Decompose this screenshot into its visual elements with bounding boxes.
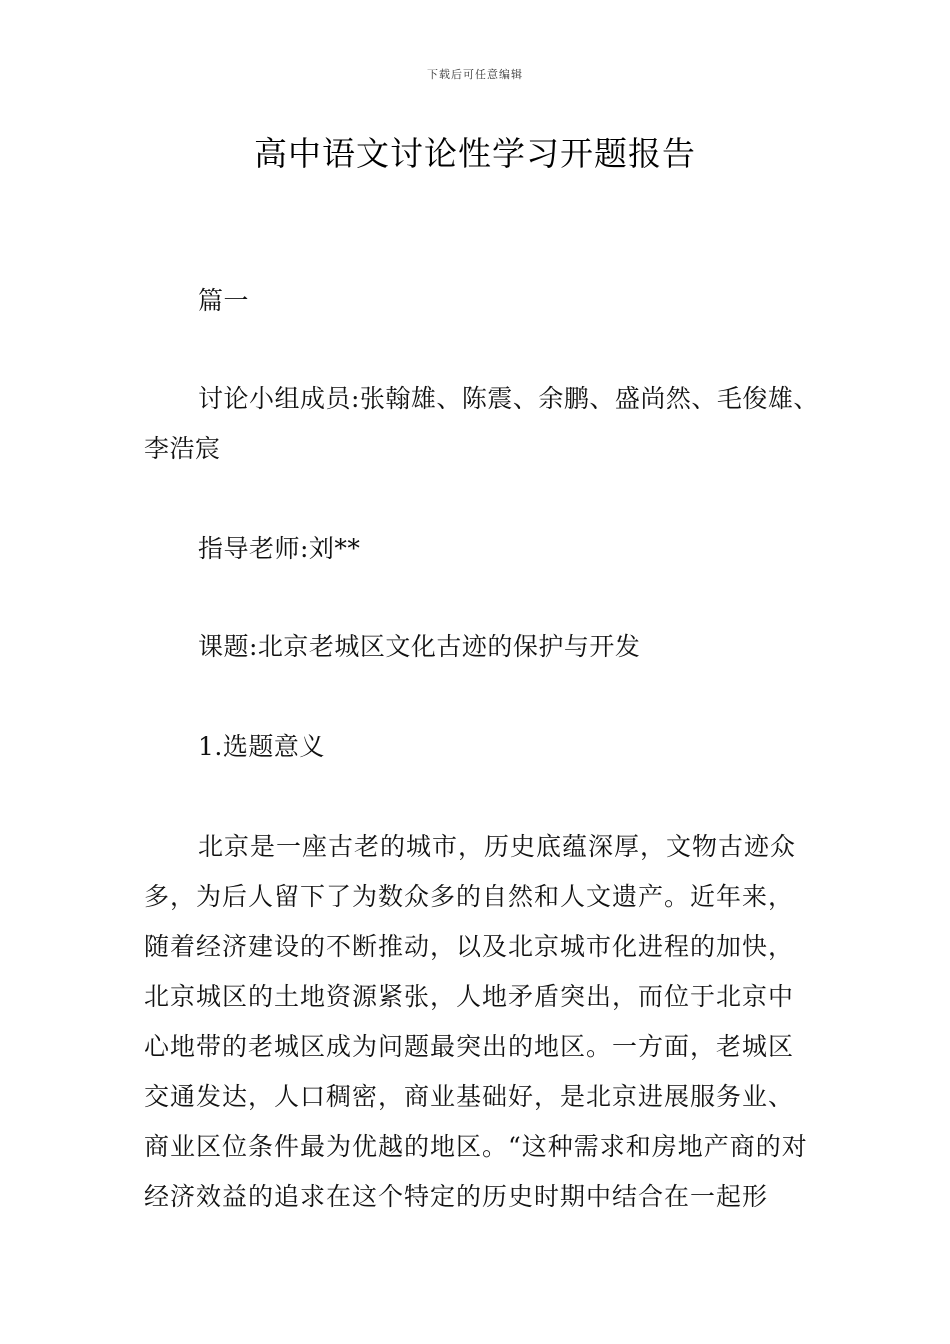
section-label: 篇一 bbox=[198, 286, 250, 315]
document-title: 高中语文讨论性学习开题报告 bbox=[254, 134, 696, 173]
advisor-paragraph: 指导老师:刘** bbox=[198, 534, 361, 563]
section-heading: 1.选题意义 bbox=[198, 732, 325, 761]
members-paragraph: 讨论小组成员:张翰雄、陈震、余鹏、盛尚然、毛俊雄、李浩宸 bbox=[144, 384, 819, 463]
header-note: 下载后可任意编辑 bbox=[427, 68, 523, 81]
body-paragraph: 北京是一座古老的城市，历史底蕴深厚，文物古迹众多，为后人留下了为数众多的自然和人文遗产。近年来，随着经济建设的不断推动，以及北京城市化进程的加快，北京城区的土地资源紧张，人地矛盾突出，而位于北京中心地带的老城区成为问题最突出的地区。一方面，老城区交通发达，人口稠密，商业基础好，是北京进展服务业、商业区位条件最为优越的地区。“这种需求和房地产商的对经济效益的追求在这个特定的历史时期中结合在一起形 bbox=[144, 832, 808, 1211]
topic-paragraph: 课题:北京老城区文化古迹的保护与开发 bbox=[198, 632, 641, 661]
